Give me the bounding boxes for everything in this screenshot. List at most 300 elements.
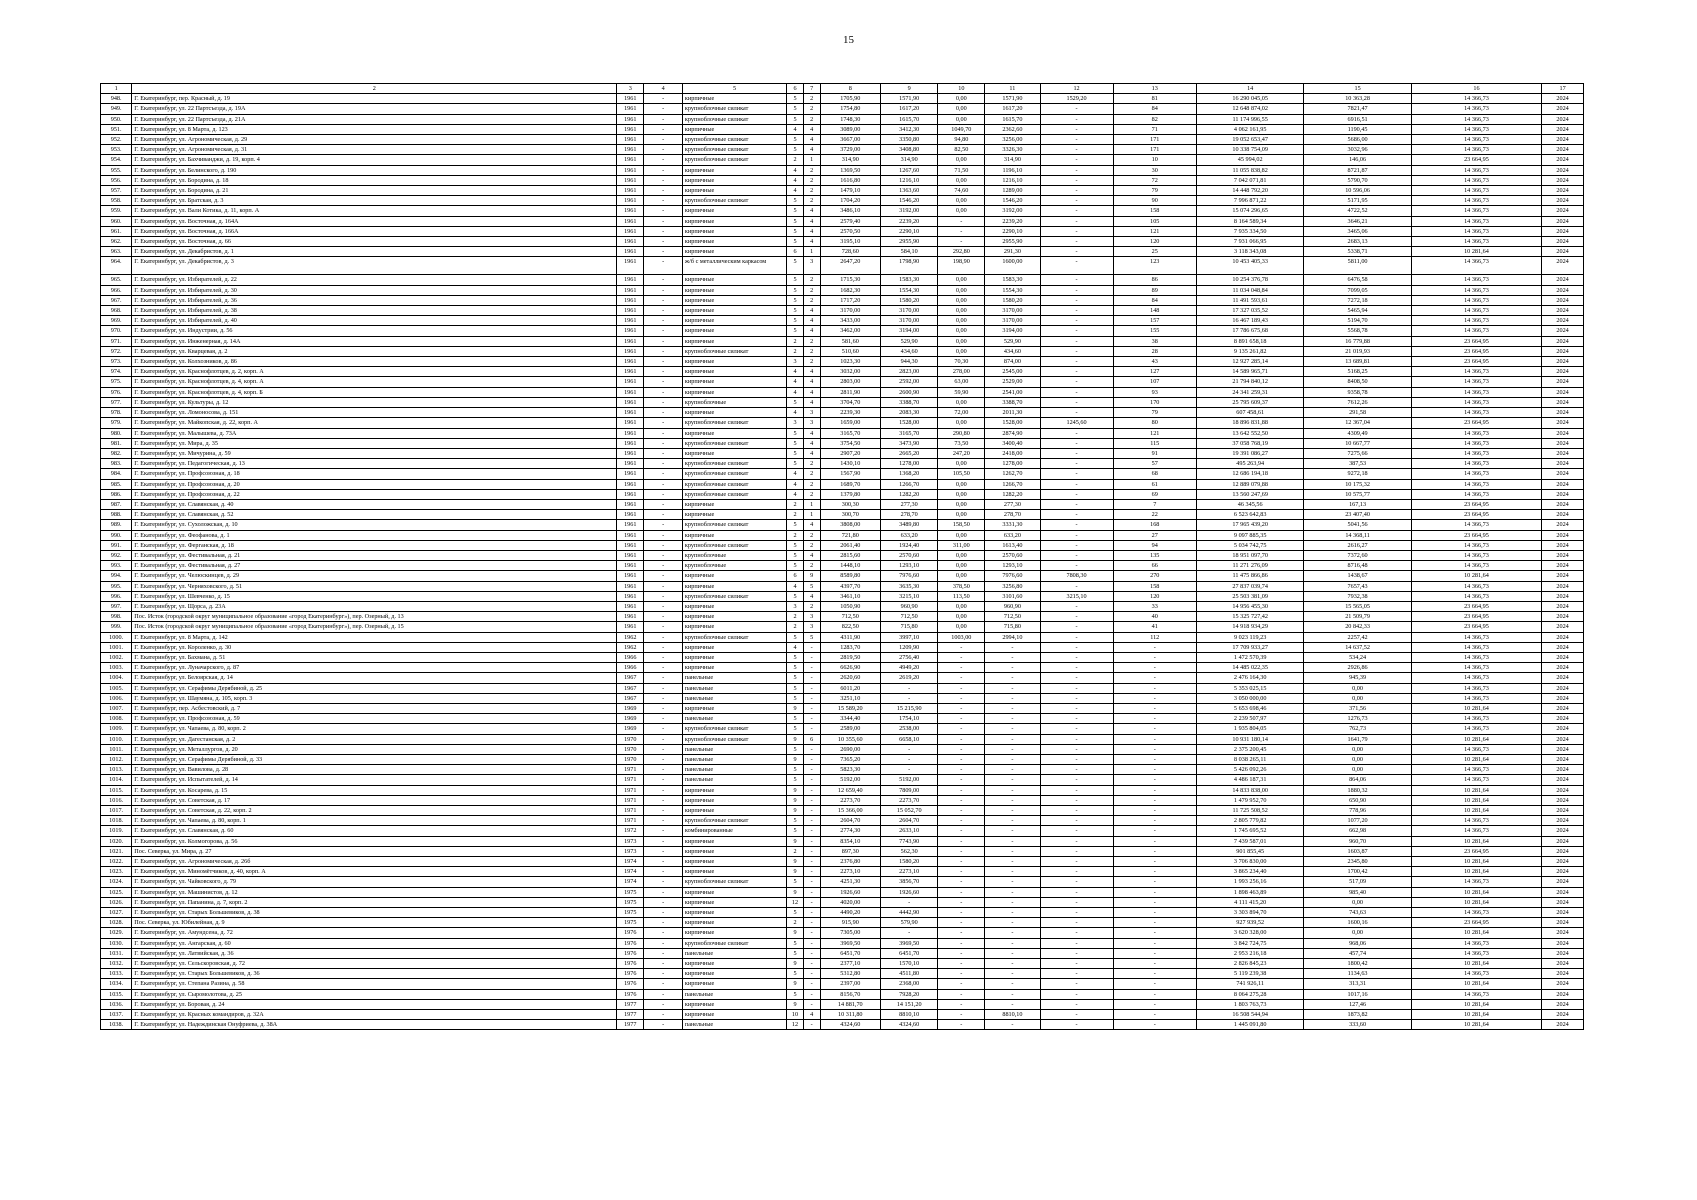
residential-area-cell: - xyxy=(985,857,1040,867)
year-cell: 2024 xyxy=(1542,377,1584,387)
wall-material-cell: кирпичные xyxy=(682,1010,786,1020)
year-built-cell: 1973 xyxy=(617,846,644,856)
floors-cell: 4 xyxy=(787,175,804,185)
row-number: 1019. xyxy=(101,826,132,836)
residential-area-cell: 2570,60 xyxy=(985,550,1040,560)
cost-per-sqm-cell: 5790,70 xyxy=(1304,175,1411,185)
year-renovated-cell: - xyxy=(644,724,683,734)
address-cell: Г. Екатеринбург, ул. Дагестанская, д. 2 xyxy=(132,734,617,744)
table-row xyxy=(101,652,1584,662)
residents-cell: - xyxy=(1113,948,1196,958)
limit-cost-cell: 14 366,73 xyxy=(1411,448,1541,458)
nonresidential-area-cell: 0,00 xyxy=(938,479,985,489)
wall-material-cell: комбинированные xyxy=(682,826,786,836)
cost-per-sqm-cell: 20 842,33 xyxy=(1304,622,1411,632)
nonresidential-area-cell: - xyxy=(938,887,985,897)
table-row xyxy=(101,448,1584,458)
living-area-cell: 1570,10 xyxy=(881,959,938,969)
limit-cost-cell: 14 366,73 xyxy=(1411,206,1541,216)
row-number: 1000. xyxy=(101,632,132,642)
roof-area-cell: - xyxy=(1040,257,1113,275)
table-row xyxy=(101,928,1584,938)
year-cell: 2024 xyxy=(1542,979,1584,989)
limit-cost-cell: 14 366,73 xyxy=(1411,948,1541,958)
residential-area-cell: 1546,20 xyxy=(985,196,1040,206)
row-number: 1018. xyxy=(101,816,132,826)
entrances-cell: 6 xyxy=(803,734,820,744)
roof-area-cell: - xyxy=(1040,428,1113,438)
cost-per-sqm-cell: 371,56 xyxy=(1304,703,1411,713)
cost-per-sqm-cell: 291,58 xyxy=(1304,408,1411,418)
floors-cell: 5 xyxy=(787,765,804,775)
year-renovated-cell: - xyxy=(644,775,683,785)
nonresidential-area-cell: - xyxy=(938,948,985,958)
residents-cell: 89 xyxy=(1113,285,1196,295)
roof-area-cell: - xyxy=(1040,226,1113,236)
row-number: 948. xyxy=(101,94,132,104)
roof-area-cell: - xyxy=(1040,155,1113,165)
year-built-cell: 1961 xyxy=(617,247,644,257)
year-built-cell: 1961 xyxy=(617,469,644,479)
total-area-cell: 2376,80 xyxy=(820,857,880,867)
living-area-cell: 2273,70 xyxy=(881,795,938,805)
floors-cell: 4 xyxy=(787,469,804,479)
year-built-cell: 1970 xyxy=(617,744,644,754)
entrances-cell: 4 xyxy=(803,226,820,236)
total-area-cell: 15 366,00 xyxy=(820,806,880,816)
floors-cell: 5 xyxy=(787,816,804,826)
wall-material-cell: кирпичные xyxy=(682,979,786,989)
residents-cell: 28 xyxy=(1113,346,1196,356)
residential-area-cell: - xyxy=(985,1020,1040,1030)
total-area-cell: 2570,50 xyxy=(820,226,880,236)
living-area-cell: 3997,10 xyxy=(881,632,938,642)
residents-cell: 115 xyxy=(1113,438,1196,448)
nonresidential-area-cell: 198,90 xyxy=(938,257,985,275)
year-built-cell: 1961 xyxy=(617,448,644,458)
floors-cell: 5 xyxy=(787,285,804,295)
entrances-cell: - xyxy=(803,989,820,999)
address-cell: Г. Екатеринбург, ул. Машинистов, д. 12 xyxy=(132,887,617,897)
year-cell: 2024 xyxy=(1542,135,1584,145)
total-area-cell: 1616,80 xyxy=(820,175,880,185)
residential-area-cell: - xyxy=(985,816,1040,826)
entrances-cell: 4 xyxy=(803,397,820,407)
limit-cost-cell: 10 281,64 xyxy=(1411,755,1541,765)
living-area-cell: - xyxy=(881,928,938,938)
cost-per-sqm-cell: 1873,82 xyxy=(1304,1010,1411,1020)
residents-cell: 94 xyxy=(1113,540,1196,550)
address-cell: Г. Екатеринбург, ул. Сухоложская, д. 10 xyxy=(132,520,617,530)
nonresidential-area-cell: 292,80 xyxy=(938,247,985,257)
limit-cost-cell: 14 366,73 xyxy=(1411,877,1541,887)
total-area-cell: 5823,30 xyxy=(820,765,880,775)
cost-cell: 6 523 642,83 xyxy=(1196,510,1303,520)
year-renovated-cell: - xyxy=(644,683,683,693)
roof-area-cell: - xyxy=(1040,703,1113,713)
cost-cell: 1 745 695,52 xyxy=(1196,826,1303,836)
living-area-cell: 2600,90 xyxy=(881,387,938,397)
address-cell: Г. Екатеринбург, ул. Педагогическая, д. 13 xyxy=(132,459,617,469)
residents-cell: 135 xyxy=(1113,550,1196,560)
table-row xyxy=(101,540,1584,550)
roof-area-cell: - xyxy=(1040,948,1113,958)
limit-cost-cell: 14 366,73 xyxy=(1411,145,1541,155)
column-header: 5 xyxy=(682,84,786,94)
address-cell: Г. Екатеринбург, ул. Профсоюзная, д. 18 xyxy=(132,469,617,479)
address-cell: Г. Екатеринбург, ул. Культуры, д. 12 xyxy=(132,397,617,407)
limit-cost-cell: 23 664,95 xyxy=(1411,499,1541,509)
cost-cell: 25 503 381,09 xyxy=(1196,591,1303,601)
entrances-cell: 2 xyxy=(803,275,820,285)
limit-cost-cell: 14 366,73 xyxy=(1411,94,1541,104)
row-number: 957. xyxy=(101,186,132,196)
residents-cell: 68 xyxy=(1113,469,1196,479)
roof-area-cell: - xyxy=(1040,652,1113,662)
year-built-cell: 1961 xyxy=(617,226,644,236)
residents-cell: - xyxy=(1113,1020,1196,1030)
year-renovated-cell: - xyxy=(644,979,683,989)
cost-cell: 4 062 161,95 xyxy=(1196,124,1303,134)
year-cell: 2024 xyxy=(1542,469,1584,479)
limit-cost-cell: 14 366,73 xyxy=(1411,165,1541,175)
living-area-cell: 3856,70 xyxy=(881,877,938,887)
year-cell: 2024 xyxy=(1542,479,1584,489)
row-number: 998. xyxy=(101,612,132,622)
total-area-cell: 8156,70 xyxy=(820,989,880,999)
cost-cell: 14 918 934,29 xyxy=(1196,622,1303,632)
roof-area-cell: - xyxy=(1040,999,1113,1009)
limit-cost-cell: 10 281,64 xyxy=(1411,857,1541,867)
column-header: 12 xyxy=(1040,84,1113,94)
total-area-cell: 2815,60 xyxy=(820,550,880,560)
roof-area-cell: - xyxy=(1040,469,1113,479)
row-number: 987. xyxy=(101,499,132,509)
residential-area-cell: 1583,30 xyxy=(985,275,1040,285)
year-built-cell: 1976 xyxy=(617,928,644,938)
year-cell: 2024 xyxy=(1542,94,1584,104)
total-area-cell: 1369,50 xyxy=(820,165,880,175)
residents-cell: 120 xyxy=(1113,237,1196,247)
roof-area-cell: - xyxy=(1040,316,1113,326)
cost-cell: 7 931 066,95 xyxy=(1196,237,1303,247)
row-number: 1017. xyxy=(101,806,132,816)
nonresidential-area-cell: 59,90 xyxy=(938,387,985,397)
total-area-cell: 3486,10 xyxy=(820,206,880,216)
cost-per-sqm-cell: 762,73 xyxy=(1304,724,1411,734)
limit-cost-cell: 14 366,73 xyxy=(1411,377,1541,387)
nonresidential-area-cell: - xyxy=(938,938,985,948)
cost-cell: 1 479 952,70 xyxy=(1196,795,1303,805)
limit-cost-cell: 23 664,95 xyxy=(1411,530,1541,540)
year-cell: 2024 xyxy=(1542,237,1584,247)
table-row xyxy=(101,1010,1584,1020)
limit-cost-cell: 10 281,64 xyxy=(1411,897,1541,907)
row-number: 974. xyxy=(101,367,132,377)
row-number: 951. xyxy=(101,124,132,134)
limit-cost-cell: 10 281,64 xyxy=(1411,1020,1541,1030)
limit-cost-cell: 14 366,73 xyxy=(1411,397,1541,407)
year-built-cell: 1961 xyxy=(617,295,644,305)
cost-cell: 12 889 079,88 xyxy=(1196,479,1303,489)
living-area-cell: 2665,20 xyxy=(881,448,938,458)
limit-cost-cell: 14 366,73 xyxy=(1411,632,1541,642)
cost-per-sqm-cell: 15 565,05 xyxy=(1304,601,1411,611)
year-cell: 2024 xyxy=(1542,438,1584,448)
cost-cell: 7 439 587,01 xyxy=(1196,836,1303,846)
roof-area-cell: - xyxy=(1040,969,1113,979)
nonresidential-area-cell: 0,00 xyxy=(938,175,985,185)
row-number: 1029. xyxy=(101,928,132,938)
table-row xyxy=(101,673,1584,683)
roof-area-cell: - xyxy=(1040,877,1113,887)
year-cell: 2024 xyxy=(1542,571,1584,581)
floors-cell: 5 xyxy=(787,561,804,571)
year-built-cell: 1961 xyxy=(617,257,644,275)
table-row xyxy=(101,561,1584,571)
year-built-cell: 1977 xyxy=(617,1020,644,1030)
entrances-cell: - xyxy=(803,775,820,785)
living-area-cell: 3635,30 xyxy=(881,581,938,591)
residential-area-cell: - xyxy=(985,867,1040,877)
row-number: 1028. xyxy=(101,918,132,928)
floors-cell: 6 xyxy=(787,247,804,257)
row-number: 1033. xyxy=(101,969,132,979)
living-area-cell: 1267,60 xyxy=(881,165,938,175)
cost-cell: 5 034 742,75 xyxy=(1196,540,1303,550)
cost-per-sqm-cell: 5338,71 xyxy=(1304,247,1411,257)
living-area-cell: 1615,70 xyxy=(881,114,938,124)
limit-cost-cell: 14 366,73 xyxy=(1411,775,1541,785)
year-built-cell: 1976 xyxy=(617,989,644,999)
year-built-cell: 1961 xyxy=(617,357,644,367)
year-built-cell: 1961 xyxy=(617,581,644,591)
living-area-cell: 1209,90 xyxy=(881,642,938,652)
address-cell: Г. Екатеринбург, ул. Краснофлотцев, д. 4, корп. Б xyxy=(132,387,617,397)
cost-cell: 10 338 754,09 xyxy=(1196,145,1303,155)
floors-cell: 9 xyxy=(787,867,804,877)
limit-cost-cell: 14 366,73 xyxy=(1411,724,1541,734)
address-cell: Г. Екатеринбург, ул. Избирателей, д. 38 xyxy=(132,306,617,316)
living-area-cell: 1216,10 xyxy=(881,175,938,185)
cost-cell: 4 486 187,31 xyxy=(1196,775,1303,785)
cost-per-sqm-cell: 1880,32 xyxy=(1304,785,1411,795)
table-row xyxy=(101,908,1584,918)
row-number: 1026. xyxy=(101,897,132,907)
floors-cell: 5 xyxy=(787,135,804,145)
year-renovated-cell: - xyxy=(644,540,683,550)
address-cell: Г. Екатеринбург, ул. Декабристов, д. 1 xyxy=(132,247,617,257)
nonresidential-area-cell: 0,00 xyxy=(938,336,985,346)
wall-material-cell: крупноблочные силикат xyxy=(682,155,786,165)
living-area-cell: 1754,10 xyxy=(881,714,938,724)
year-built-cell: 1967 xyxy=(617,673,644,683)
cost-per-sqm-cell: 10 175,32 xyxy=(1304,479,1411,489)
row-number: 1022. xyxy=(101,857,132,867)
entrances-cell: 4 xyxy=(803,216,820,226)
cost-cell: 27 837 039,74 xyxy=(1196,581,1303,591)
residential-area-cell: 2529,00 xyxy=(985,377,1040,387)
limit-cost-cell: 23 664,95 xyxy=(1411,346,1541,356)
residents-cell: - xyxy=(1113,938,1196,948)
nonresidential-area-cell: - xyxy=(938,775,985,785)
limit-cost-cell: 14 366,73 xyxy=(1411,428,1541,438)
residential-area-cell: - xyxy=(985,928,1040,938)
year-renovated-cell: - xyxy=(644,275,683,285)
entrances-cell: 5 xyxy=(803,632,820,642)
wall-material-cell: кирпичные xyxy=(682,448,786,458)
cost-per-sqm-cell: 517,09 xyxy=(1304,877,1411,887)
table-row xyxy=(101,785,1584,795)
floors-cell: 9 xyxy=(787,887,804,897)
row-number: 969. xyxy=(101,316,132,326)
residential-area-cell: - xyxy=(985,744,1040,754)
floors-cell: 5 xyxy=(787,237,804,247)
year-renovated-cell: - xyxy=(644,104,683,114)
cost-per-sqm-cell: 7821,47 xyxy=(1304,104,1411,114)
roof-area-cell: 1245,60 xyxy=(1040,418,1113,428)
limit-cost-cell: 23 664,95 xyxy=(1411,918,1541,928)
residents-cell: 158 xyxy=(1113,206,1196,216)
entrances-cell: 2 xyxy=(803,489,820,499)
wall-material-cell: крупноблочные силикат xyxy=(682,145,786,155)
cost-cell: 24 341 259,31 xyxy=(1196,387,1303,397)
year-renovated-cell: - xyxy=(644,897,683,907)
nonresidential-area-cell: - xyxy=(938,867,985,877)
year-renovated-cell: - xyxy=(644,795,683,805)
wall-material-cell: кирпичные xyxy=(682,663,786,673)
address-cell: Г. Екатеринбург, пер. Асбестовский, д. 7 xyxy=(132,703,617,713)
roof-area-cell: - xyxy=(1040,887,1113,897)
year-cell: 2024 xyxy=(1542,969,1584,979)
residential-area-cell: 314,90 xyxy=(985,155,1040,165)
wall-material-cell: кирпичные xyxy=(682,806,786,816)
year-built-cell: 1966 xyxy=(617,663,644,673)
year-cell: 2024 xyxy=(1542,765,1584,775)
residential-area-cell: - xyxy=(985,826,1040,836)
wall-material-cell: кирпичные xyxy=(682,530,786,540)
roof-area-cell: - xyxy=(1040,530,1113,540)
floors-cell: 9 xyxy=(787,999,804,1009)
column-header: 16 xyxy=(1411,84,1541,94)
table-row xyxy=(101,275,1584,285)
year-cell: 2024 xyxy=(1542,744,1584,754)
row-number: 986. xyxy=(101,489,132,499)
cost-per-sqm-cell: 8408,50 xyxy=(1304,377,1411,387)
wall-material-cell: кирпичные xyxy=(682,918,786,928)
row-number: 982. xyxy=(101,448,132,458)
wall-material-cell: кирпичные xyxy=(682,226,786,236)
entrances-cell: - xyxy=(803,897,820,907)
row-number: 988. xyxy=(101,510,132,520)
cost-cell: 3 842 724,75 xyxy=(1196,938,1303,948)
address-cell: Г. Екатеринбург, ул. Чайковского, д. 79 xyxy=(132,877,617,887)
total-area-cell: 1704,20 xyxy=(820,196,880,206)
year-cell: 2024 xyxy=(1542,948,1584,958)
address-cell: Г. Екатеринбург, ул. 22 Партсъезда, д. 21А xyxy=(132,114,617,124)
year-built-cell: 1961 xyxy=(617,346,644,356)
residential-area-cell: 712,50 xyxy=(985,612,1040,622)
nonresidential-area-cell: - xyxy=(938,673,985,683)
limit-cost-cell: 14 366,73 xyxy=(1411,693,1541,703)
limit-cost-cell: 14 366,73 xyxy=(1411,550,1541,560)
living-area-cell: 1571,90 xyxy=(881,94,938,104)
wall-material-cell: кирпичные xyxy=(682,237,786,247)
floors-cell: 9 xyxy=(787,836,804,846)
wall-material-cell: кирпичные xyxy=(682,928,786,938)
year-renovated-cell: - xyxy=(644,397,683,407)
living-area-cell: 715,80 xyxy=(881,622,938,632)
address-cell: Г. Екатеринбург, ул. Инженерная, д. 14А xyxy=(132,336,617,346)
table-row xyxy=(101,285,1584,295)
total-area-cell: 6451,70 xyxy=(820,948,880,958)
entrances-cell: 2 xyxy=(803,196,820,206)
cost-cell: 9 023 119,23 xyxy=(1196,632,1303,642)
living-area-cell: 278,70 xyxy=(881,510,938,520)
cost-per-sqm-cell: 5168,25 xyxy=(1304,367,1411,377)
residents-cell: 155 xyxy=(1113,326,1196,336)
limit-cost-cell: 14 366,73 xyxy=(1411,469,1541,479)
cost-per-sqm-cell: 14 637,52 xyxy=(1304,642,1411,652)
floors-cell: 12 xyxy=(787,897,804,907)
residential-area-cell: - xyxy=(985,734,1040,744)
cost-cell: 1 935 804,05 xyxy=(1196,724,1303,734)
limit-cost-cell: 23 664,95 xyxy=(1411,846,1541,856)
row-number: 967. xyxy=(101,295,132,305)
table-row xyxy=(101,346,1584,356)
year-cell: 2024 xyxy=(1542,683,1584,693)
floors-cell: 3 xyxy=(787,357,804,367)
roof-area-cell: - xyxy=(1040,755,1113,765)
year-built-cell: 1970 xyxy=(617,755,644,765)
table-row xyxy=(101,806,1584,816)
floors-cell: 4 xyxy=(787,377,804,387)
year-built-cell: 1961 xyxy=(617,622,644,632)
residential-area-cell: 2290,10 xyxy=(985,226,1040,236)
residents-cell: - xyxy=(1113,765,1196,775)
residential-area-cell: 8810,10 xyxy=(985,1010,1040,1020)
residential-area-cell: 1293,10 xyxy=(985,561,1040,571)
year-renovated-cell: - xyxy=(644,652,683,662)
row-number: 968. xyxy=(101,306,132,316)
table-row xyxy=(101,693,1584,703)
floors-cell: 5 xyxy=(787,306,804,316)
entrances-cell: 4 xyxy=(803,145,820,155)
cost-cell: 4 111 415,20 xyxy=(1196,897,1303,907)
residents-cell: - xyxy=(1113,744,1196,754)
residents-cell: 40 xyxy=(1113,612,1196,622)
nonresidential-area-cell: - xyxy=(938,226,985,236)
living-area-cell: - xyxy=(881,897,938,907)
roof-area-cell: - xyxy=(1040,175,1113,185)
cost-cell: 11 475 866,86 xyxy=(1196,571,1303,581)
column-header: 2 xyxy=(132,84,617,94)
nonresidential-area-cell: 378,50 xyxy=(938,581,985,591)
wall-material-cell: кирпичные xyxy=(682,124,786,134)
cost-cell: 3 706 830,00 xyxy=(1196,857,1303,867)
residents-cell: - xyxy=(1113,897,1196,907)
roof-area-cell: - xyxy=(1040,928,1113,938)
row-number: 983. xyxy=(101,459,132,469)
wall-material-cell: крупноблочные силикат xyxy=(682,469,786,479)
nonresidential-area-cell: - xyxy=(938,785,985,795)
nonresidential-area-cell: - xyxy=(938,703,985,713)
cost-cell: 16 290 045,05 xyxy=(1196,94,1303,104)
residential-area-cell: - xyxy=(985,989,1040,999)
row-number: 1006. xyxy=(101,693,132,703)
floors-cell: 4 xyxy=(787,489,804,499)
entrances-cell: 4 xyxy=(803,387,820,397)
